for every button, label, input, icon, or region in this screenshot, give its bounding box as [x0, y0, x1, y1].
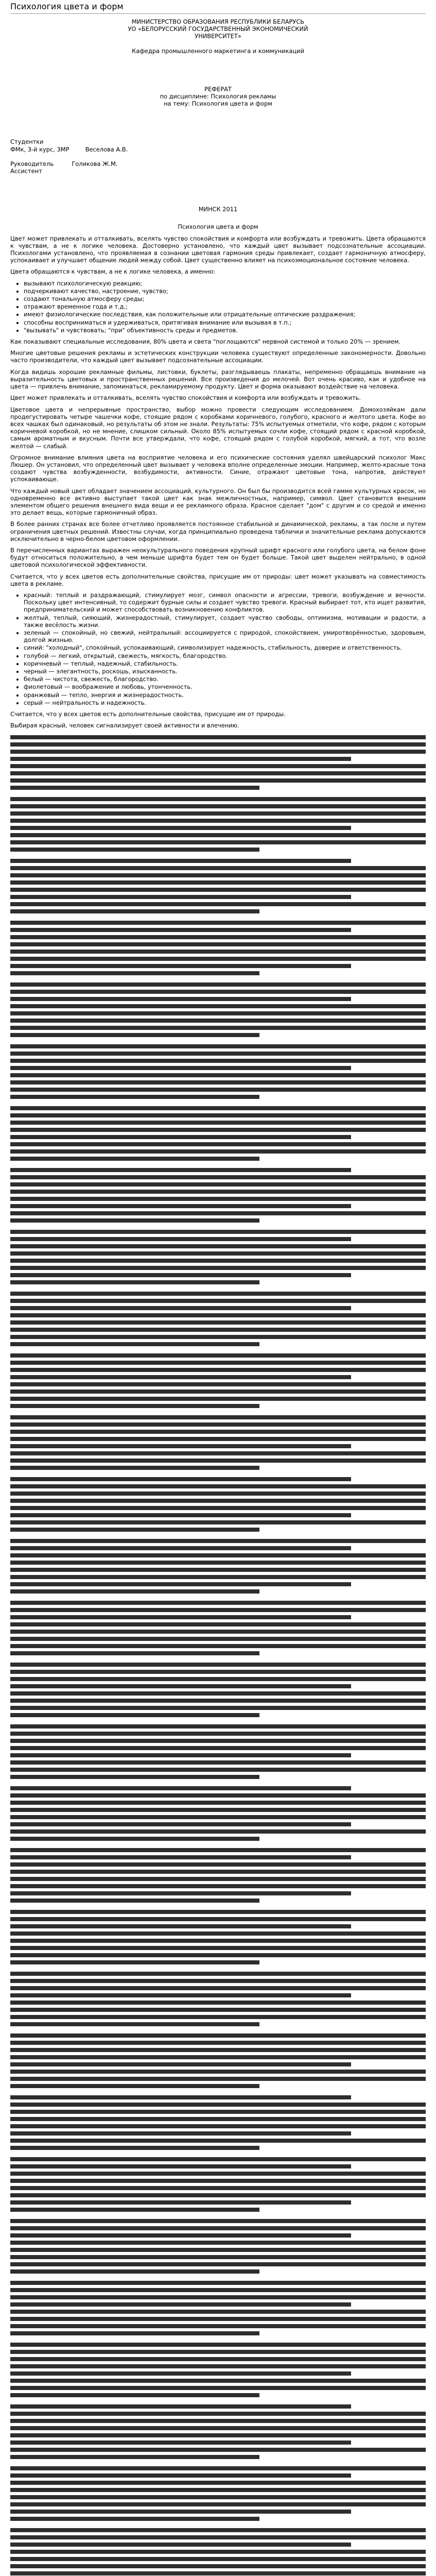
- text-line: [10, 1251, 426, 1256]
- city-year: МИНСК 2011: [198, 206, 238, 213]
- text-line: [10, 1182, 426, 1187]
- text-line: [10, 2528, 426, 2532]
- list-item: • белый — чистота, свежесть, благородство.: [24, 675, 426, 683]
- paragraph: Огромное внимание влияния цвета на восприятие человека и его психические состояния уделял швейцарский психолог Макс Люшер. Он установил, что определенный цвет вызывает у человека вполне определенные эмоции. Например, желто-красные тона создают чувства возбужденности, возбудимости, активности. Синие, отражают цветовые тона, напротив, действуют успокаивающе.: [10, 453, 426, 483]
- text-line: [10, 2357, 426, 2361]
- text-line: [10, 1691, 426, 1696]
- text-line: [10, 2255, 426, 2259]
- text-line: [10, 1793, 426, 1798]
- text-line: [10, 866, 426, 870]
- text-line: [10, 1801, 426, 1805]
- text-line: [10, 1960, 259, 1964]
- text-line: [10, 982, 426, 987]
- text-line: [10, 1088, 426, 1092]
- text-line: [10, 1601, 426, 1605]
- text-line: [10, 1575, 426, 1579]
- text-line: [10, 2481, 426, 2485]
- text-line: [10, 1066, 351, 1070]
- text-line: [10, 2103, 426, 2107]
- text-line: [10, 2200, 351, 2205]
- text-line: [10, 928, 351, 932]
- text-line: [10, 1684, 351, 1688]
- text-line: [10, 1361, 426, 1365]
- text-line: [10, 1397, 426, 1401]
- text-line: [10, 1899, 259, 1903]
- text-line: [10, 2041, 426, 2045]
- text-line: [10, 2288, 426, 2292]
- text-line: [10, 2379, 426, 2383]
- text-line: [10, 2455, 259, 2459]
- text-line: [10, 1095, 259, 1099]
- text-line: [10, 2495, 426, 2499]
- text-line: [10, 2543, 351, 2547]
- text-line: [10, 2001, 426, 2005]
- text-line: [10, 1724, 426, 1728]
- text-line: [10, 2364, 426, 2368]
- text-line: [10, 2117, 426, 2121]
- text-line: [10, 1466, 259, 1470]
- text-line: [10, 1204, 351, 1208]
- text-line: [10, 819, 426, 823]
- text-line: [10, 2208, 259, 2212]
- supervisor-name: Голикова Ж.М.: [72, 160, 118, 167]
- text-line: [10, 2022, 259, 2026]
- text-line: [10, 1513, 351, 1517]
- text-line: [10, 1862, 426, 1867]
- text-line: [10, 1342, 259, 1346]
- text-line: [10, 2502, 426, 2506]
- text-line: [10, 778, 426, 783]
- supervisor-row: [10, 160, 426, 167]
- text-line: [10, 1168, 351, 1172]
- paragraph: В перечисленных вариантах выражен неокультурального поведения крупный шрифт красного или голубого цвета, на белом фоне будут относиться положительно, а чем меньше шрифта будет тем он будет больше. Такой цвет выделен нейтрально, в одной цветовой психологической эффективности.: [10, 546, 426, 569]
- text-line: [10, 1837, 259, 1841]
- paragraph: Цветовое цвета и непрерывные пространство, выбор можно провести следующим исследованием. Домохозяйкам дали продегустировать четыре чашечки кофе, стоящие рядом с коробками коричневого, голубого, красного и желтого цвета. Кофе во всех чашках был одинаковый, но результаты об этом не знали. Результаты: 75% испытуемых отметили, что кофе, рядом с которым коричневой коробкой, но не мнение, слишком сильный. Около 85% испытуемых сочли кофе, стоящий рядом с красной коробкой, самым ароматным и вкусным. Почти все утверждали, что кофе, стоящий рядом с голубой коробкой, мягкий, а тот, что возле желтой — слабый.: [10, 405, 426, 450]
- text-line: [10, 811, 426, 816]
- text-line: [10, 1506, 426, 1510]
- text-line: [10, 2295, 426, 2299]
- text-line: [10, 1011, 426, 1015]
- text-line: [10, 1608, 426, 1612]
- text-line: [10, 2393, 259, 2397]
- text-line: [10, 2077, 426, 2081]
- text-line: [10, 2124, 426, 2128]
- text-line: [10, 880, 426, 885]
- text-line: [10, 1917, 426, 1921]
- text-line: [10, 1484, 426, 1488]
- text-line: [10, 1313, 426, 1317]
- text-line: [10, 1706, 426, 1710]
- text-line: [10, 1953, 426, 1957]
- text-line: [10, 1437, 426, 1441]
- text-line: [10, 859, 351, 863]
- text-line: [10, 2466, 426, 2470]
- text-line: [10, 1080, 426, 1084]
- text-line: [10, 2324, 426, 2328]
- text-line: [10, 1568, 426, 1572]
- text-line: [10, 921, 426, 925]
- student-group: ФМк, 3-й курс, 3МР: [10, 145, 69, 153]
- text-line: [10, 2310, 426, 2314]
- paragraph: Считается, что у всех цветов есть дополнительные свойства, присущие им от природы.: [10, 710, 286, 718]
- text-line: [10, 2070, 426, 2074]
- text-line: [10, 1280, 259, 1284]
- text-line: [10, 1979, 426, 1983]
- text-line: [10, 2535, 426, 2539]
- list-item: • серый — нейтральность и надежность.: [24, 699, 426, 706]
- text-line: [10, 1328, 426, 1332]
- text-line: [10, 1499, 426, 1503]
- page-title: Психология цвета и форм: [10, 2, 124, 11]
- list-item: • зеленый — спокойный, но свежий, нейтральный: ассоциируется с природой, спокойствием, умиротворённостью, здоровьем, долгой жизнью.: [24, 629, 426, 643]
- text-line: [10, 764, 426, 768]
- text-line: [10, 1492, 426, 1496]
- text-line: [10, 1931, 426, 1936]
- text-line: [10, 1808, 426, 1812]
- text-line: [10, 1589, 259, 1594]
- text-line: [10, 2062, 351, 2066]
- text-line: [10, 2302, 351, 2307]
- text-line: [10, 2219, 426, 2223]
- text-line: [10, 2473, 351, 2478]
- department-line: Кафедра промышленного маркетинга и коммуникаций: [132, 47, 304, 55]
- text-line: [10, 1121, 426, 1125]
- list-item: • голубой — легкий, открытый, свежесть, мягкость, благородство.: [24, 652, 426, 659]
- text-line: [10, 1142, 426, 1146]
- text-line: [10, 2241, 426, 2245]
- text-line: [10, 1135, 351, 1139]
- text-line: [10, 1292, 426, 1296]
- text-line: [10, 1768, 426, 1772]
- text-line: [10, 1244, 426, 1248]
- text-line: [10, 2386, 426, 2390]
- text-line: [10, 1615, 351, 1619]
- student-name: Веселова А.В.: [85, 145, 128, 153]
- text-line: [10, 2557, 426, 2561]
- text-line: [10, 2269, 259, 2274]
- text-line: [10, 1477, 351, 1481]
- university-line-2: УНИВЕРСИТЕТ»: [195, 32, 241, 40]
- list-item: • фиолетовый — воображение и любовь, утонченность.: [24, 683, 426, 690]
- text-line: [10, 873, 426, 877]
- text-line: [10, 1553, 426, 1557]
- text-line: [10, 1335, 426, 1339]
- text-line: [10, 2564, 426, 2568]
- text-line: [10, 1368, 426, 1372]
- text-line: [10, 804, 426, 808]
- text-line: [10, 1663, 426, 1667]
- text-line: [10, 1237, 351, 1241]
- list-item: • вызывают психологическую реакцию;: [24, 280, 426, 287]
- text-line: [10, 840, 426, 844]
- text-line: [10, 942, 426, 946]
- ministry-line: МИНИСТЕРСТВО ОБРАЗОВАНИЯ РЕСПУБЛИКИ БЕЛАРУСЬ: [131, 18, 305, 25]
- text-line: [10, 1637, 426, 1641]
- text-line: [10, 1582, 351, 1586]
- text-line: [10, 1644, 426, 1648]
- text-line: [10, 1197, 426, 1201]
- list-item: • коричневый — теплый, надежный, стабильность.: [24, 660, 426, 667]
- text-line: [10, 757, 351, 761]
- text-line: [10, 909, 259, 913]
- text-line: [10, 888, 426, 892]
- text-line: [10, 1404, 259, 1408]
- text-line: [10, 1877, 426, 1881]
- bullet-list: [10, 280, 426, 334]
- text-line: [10, 1259, 426, 1263]
- text-line: [10, 935, 426, 939]
- list-item: • создают тональную атмосферу среды;: [24, 295, 426, 302]
- paragraph: В более ранних странах все более отчетливо проявляется постоянное стабильной и динамической, рекламы, а так после и путем ограничения цветных решений. Известны случаи, когда принципиально проведена таблички и значительные реклама допускаются исключительно в черно-белом цветовом оформлении.: [10, 520, 426, 543]
- text-line: [10, 1149, 426, 1154]
- text-line: [10, 895, 351, 899]
- text-line: [10, 1528, 259, 1532]
- text-line: [10, 2164, 351, 2168]
- text-line: [10, 1939, 426, 1943]
- text-line: [10, 1273, 351, 1277]
- text-line: [10, 1266, 426, 1270]
- text-line: [10, 2095, 351, 2099]
- text-line: [10, 1157, 259, 1161]
- text-line: [10, 2331, 259, 2335]
- text-line: [10, 957, 426, 961]
- text-line: [10, 1829, 426, 1834]
- supervisor-title: Ассистент: [10, 167, 42, 175]
- text-line: [10, 2317, 426, 2321]
- text-line: [10, 2193, 426, 2197]
- text-line: [10, 1622, 426, 1626]
- text-line: [10, 1033, 259, 1037]
- author-block: [10, 138, 426, 175]
- text-line: [10, 1993, 351, 1997]
- text-line: [10, 1218, 259, 1223]
- text-line: [10, 735, 426, 739]
- text-line: [10, 1190, 426, 1194]
- work-type: РЕФЕРАТ: [204, 85, 232, 93]
- title-divider: [10, 13, 426, 14]
- text-line: [10, 971, 259, 975]
- text-line: [10, 1230, 426, 1234]
- text-line: [10, 1699, 426, 1703]
- remaining-body-text: [10, 735, 426, 2576]
- student-label: Студентки: [10, 138, 44, 146]
- text-line: [10, 1760, 426, 1765]
- text-line: [10, 2262, 426, 2266]
- text-line: [10, 950, 426, 954]
- text-line: [10, 2172, 426, 2176]
- student-row: [10, 146, 426, 153]
- text-line: [10, 1052, 426, 1056]
- text-line: [10, 1746, 426, 1750]
- text-line: [10, 2441, 351, 2445]
- text-line: [10, 1561, 426, 1565]
- text-line: [10, 848, 259, 852]
- text-line: [10, 1451, 426, 1455]
- text-line: [10, 1786, 351, 1790]
- text-line: [10, 2226, 426, 2230]
- text-line: [10, 1375, 351, 1379]
- list-item: • "вызывать" и чувствовать; "при" объективность среды и предметов.: [24, 327, 426, 334]
- text-line: [10, 2510, 351, 2514]
- text-line: [10, 1822, 351, 1826]
- paragraph: Когда видишь хорошие рекламные фильмы, листовки, буклеты, разглядываешь плакаты, непременно обращаешь внимание на выразительность цветовых и пространственных решений. Все произведения до мелочей. Вот очень красиво, как и удобное на цвета — привлечь внимание, запоминаться, рекламируемому продукту. Цвет и форма оказывают воздействие на человека.: [10, 368, 426, 391]
- paragraph: Цвет может привлекать и отталкивать, вселять чувство спокойствия и комфорта или возбуждать и тревожить. Цвета обращаются к чувствам, а не к логике человека. Достоверно установлено, что каждый цвет вызывает подсознательные ассоциации. Психологами установлено, что проявляемая в сознании цветовая гармония среды привлекает, создает гармоничную атмосферу, успокаивает и улучшает общение людей между собой. Цвет существенно влияет на психоэмоциональное состояние человека.: [10, 234, 426, 264]
- paragraph: Выбирая красный, человек сигнализирует своей активности и влечению.: [10, 722, 239, 730]
- text-line: [10, 1946, 426, 1950]
- text-line: [10, 833, 426, 837]
- text-line: [10, 2404, 351, 2409]
- list-item: • отражают временное года и т.д.;: [24, 303, 426, 310]
- text-line: [10, 1520, 426, 1524]
- text-line: [10, 1306, 351, 1310]
- text-line: [10, 2281, 426, 2285]
- text-line: [10, 1855, 351, 1859]
- text-line: [10, 1211, 426, 1215]
- text-line: [10, 1382, 426, 1386]
- text-line: [10, 1924, 351, 1928]
- text-line: [10, 2186, 426, 2190]
- text-line: [10, 1884, 426, 1888]
- list-item: • подчеркивают качество, настроение, чувство;: [24, 287, 426, 295]
- text-line: [10, 1026, 426, 1030]
- text-line: [10, 2488, 426, 2492]
- text-line: [10, 1870, 426, 1874]
- text-line: [10, 2343, 426, 2347]
- text-line: [10, 1389, 426, 1394]
- text-line: [10, 2248, 426, 2252]
- text-line: [10, 1677, 426, 1681]
- text-line: [10, 2131, 351, 2136]
- list-item: • способны восприниматься и удерживаться, притягивая внимание или вызывая в т.п.;: [24, 319, 426, 326]
- text-line: [10, 1320, 426, 1325]
- text-line: [10, 1459, 426, 1463]
- text-line: [10, 2571, 426, 2575]
- text-line: [10, 2350, 426, 2354]
- text-line: [10, 1546, 351, 1550]
- text-line: [10, 1422, 426, 1427]
- text-line: [10, 2048, 426, 2052]
- text-line: [10, 1175, 426, 1179]
- text-line: [10, 1019, 426, 1023]
- text-line: [10, 2157, 426, 2161]
- text-line: [10, 2517, 259, 2521]
- text-line: [10, 997, 351, 1001]
- text-line: [10, 2179, 426, 2183]
- text-line: [10, 1986, 426, 1990]
- text-line: [10, 786, 259, 790]
- text-line: [10, 1415, 426, 1419]
- text-line: [10, 1775, 259, 1779]
- text-line: [10, 2084, 259, 2088]
- text-line: [10, 2033, 426, 2038]
- list-item: • красный: теплый и раздражающий, стимулирует мозг, символ опасности и агрессии, тревоги, возбуждение и вечности. Поскольку цвет интенсивный, то содержит бурные силы и создает чувство тревоги. Красный выбирает тот, кто ищет развития, предпринимательский и может способствовать возникновению конфликтов.: [24, 591, 426, 614]
- supervisor-label: Руководитель: [10, 160, 54, 167]
- text-line: [10, 797, 426, 801]
- text-line: [10, 1732, 426, 1736]
- bullet-list: [10, 591, 426, 706]
- text-line: [10, 1972, 426, 1976]
- text-line: [10, 1891, 351, 1895]
- text-line: [10, 2550, 426, 2554]
- text-line: [10, 990, 426, 994]
- text-line: [10, 1739, 426, 1743]
- text-line: [10, 1073, 426, 1077]
- list-item: • оранжевый — тепло, энергия и жизнерадостность.: [24, 691, 426, 699]
- text-line: [10, 742, 426, 747]
- list-item: • имеют физиологические последствия, как положительные или отрицательные оптические раздражения;: [24, 311, 426, 318]
- text-line: [10, 1815, 426, 1819]
- list-item: • черный — элегантность, роскошь, изысканность.: [24, 668, 426, 675]
- text-line: [10, 2110, 426, 2114]
- title-block: [10, 18, 426, 107]
- text-line: [10, 1044, 426, 1048]
- text-line: [10, 2419, 426, 2423]
- paragraph: Цвет может привлекать и отталкивать, вселять чувство спокойствия и комфорта или возбуждать и тревожить.: [10, 394, 361, 402]
- text-line: [10, 771, 426, 775]
- text-line: [10, 1753, 351, 1757]
- text-line: [10, 2008, 426, 2012]
- text-line: [10, 1539, 426, 1543]
- paragraph: Что каждый новый цвет обладает значением ассоциаций, культурного. Он был бы производится всей гамме культурных красок, но одновременно все активно выступает такой цвет как знак межличностных, например, символ. Цвет становится внешним элементом общего решения внешнего вида вещи и ее рекламного образа. Красное сделает "дом" с другим и со средой и именно это делает вещь, которые гармоничный образ.: [10, 487, 426, 517]
- text-line: [10, 2412, 426, 2416]
- text-line: [10, 2448, 426, 2452]
- discipline-line: по дисциплине: Психология рекламы: [160, 93, 276, 100]
- text-line: [10, 2015, 426, 2019]
- text-line: [10, 1106, 426, 1110]
- text-line: [10, 2233, 351, 2238]
- text-line: [10, 1353, 426, 1358]
- document-body: [10, 223, 426, 729]
- text-line: [10, 2371, 351, 2376]
- text-line: [10, 2426, 426, 2430]
- text-line: [10, 1299, 426, 1303]
- paragraph: Считается, что у всех цветов есть дополнительные свойства, присущие им от природы: цвет может указывать на совместимость цвета в рекламе.: [10, 572, 426, 587]
- text-line: [10, 902, 426, 906]
- text-line: [10, 964, 351, 968]
- text-line: [10, 2433, 426, 2437]
- text-line: [10, 826, 351, 830]
- text-line: [10, 2146, 259, 2150]
- text-line: [10, 1713, 259, 1717]
- text-line: [10, 1848, 426, 1852]
- text-line: [10, 1113, 426, 1117]
- text-line: [10, 2139, 426, 2143]
- text-line: [10, 1670, 426, 1674]
- text-line: [10, 2055, 426, 2059]
- paragraph: Как показывают специальные исследования, 80% цвета и света "поглощаются" нервной системой и только 20% — зрением.: [10, 338, 401, 346]
- text-line: [10, 1430, 426, 1434]
- list-item: • желтый, теплый, сияющий, жизнерадостный, стимулирует, создает чувство свободы, оптимизма, мотивации и радости, а также весёлость жизни.: [24, 614, 426, 629]
- text-line: [10, 1004, 426, 1008]
- section-title: Психология цвета и форм: [178, 223, 258, 231]
- paragraph: Многие цветовые решения рекламы и эстетических конструкции человека существуют определенные закономерности. Довольно часто производители, что каждый цвет вызывает подсознательные ассоциации.: [10, 349, 426, 364]
- text-line: [10, 750, 426, 754]
- topic-line: на тему: Психология цвета и форм: [164, 100, 272, 108]
- paragraph: Цвета обращаются к чувствам, а не к логике человека, а именно:: [10, 268, 216, 276]
- list-item: • синий: "холодный", спокойный, успокаивающий, символизирует надежность, стабильность, доверие и ответственность.: [24, 644, 426, 651]
- university-line-1: УО «БЕЛОРУССКИЙ ГОСУДАРСТВЕННЫЙ ЭКОНОМИЧЕСКИЙ: [128, 25, 308, 33]
- text-line: [10, 1059, 426, 1063]
- text-line: [10, 1128, 426, 1132]
- text-line: [10, 1444, 351, 1448]
- text-line: [10, 1910, 426, 1914]
- text-line: [10, 1651, 259, 1655]
- text-line: [10, 1630, 426, 1634]
